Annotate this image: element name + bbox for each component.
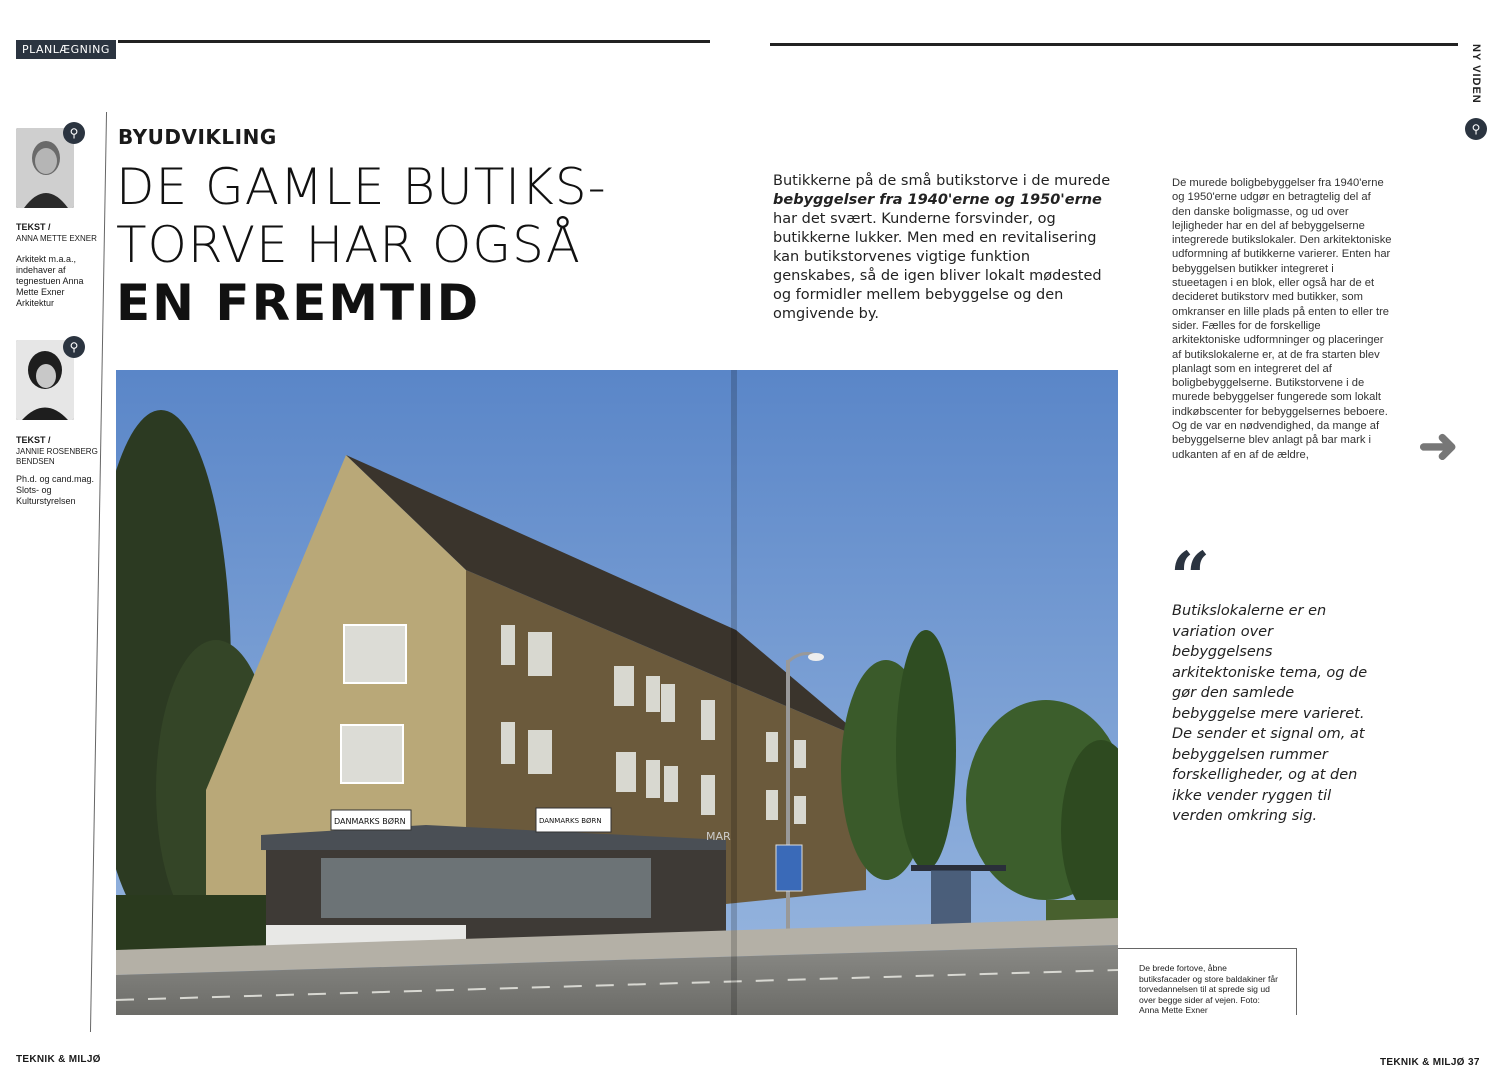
- quote-icon: “: [1170, 536, 1211, 619]
- arrow-right-icon: ➜: [1418, 420, 1459, 473]
- author-2-description: Ph.d. og cand.mag. Slots- og Kulturstyrelsen: [16, 474, 95, 506]
- lead-paragraph: [773, 172, 1113, 324]
- section-tag: PLANLÆGNING: [16, 40, 116, 59]
- page-number: 37: [1468, 1057, 1480, 1068]
- lead-pre: Butikkerne på de små butikstorve i de murede: [773, 173, 1111, 189]
- headline-line-2: TORVE HAR OGSÅ: [116, 216, 582, 274]
- lead-bold: bebyggelser fra 1940'erne og 1950'erne: [773, 192, 1102, 208]
- author-2-label: TEKST /: [16, 435, 51, 445]
- body-text: De murede boligbebyggelser fra 1940'erne og 1950'erne udgør en betragtelig del af den danske boligmasse, og ud over lejligheder har en del af bebyggelserne integrerede butikslokaler. Den arkitektoniske udformning af butikkerne varierer. Enten har bebyggelsen butikker integreret i stueetagen i en blok, eller også har de et decideret butikstorv med butikker, som omkranser en lille plads på enten to eller tre sider. Fælles for de forskellige arkitektoniske udformninger og placeringer af butikslokalerne er, at de fra starten blev planlagt som en integreret del af boligbebyggelserne. Butikstorvene i de murede bebyggelser fungerede som lokalt indkøbscenter for bebyggelsernes beboere. Og de var en nødvendighed, da mange af bebyggelserne blev anlagt på bar mark i udkanten af en af de ældre,: [1172, 177, 1392, 461]
- lead-post: har det svært. Kunderne forsvinder, og butikkerne lukker. Men med en revitalisering kan butikstorvenes vigtige funktion genskabes, så de igen bliver lokalt mødested og formidler mellem bebyggelse og den omgivende by.: [773, 211, 1102, 322]
- photo-caption: De brede fortove, åbne butiksfacader og store baldakiner får torvedannelsen til at sprede sig ud over begge sider af vejen. Foto: Anna Mette Exner: [1139, 963, 1279, 1015]
- author-1-description: Arkitekt m.a.a., indehaver af tegnestuen Anna Mette Exner Arkitektur: [16, 254, 84, 308]
- article-photo: [116, 370, 1118, 1015]
- footer-right: TEKNIK & MILJØ: [1380, 1057, 1465, 1068]
- top-rule-right: [770, 43, 1458, 46]
- author-1-name: ANNA METTE EXNER: [16, 234, 97, 243]
- magnifier-icon: ⚲: [63, 336, 85, 358]
- headline-line-1: DE GAMLE BUTIKS-: [116, 158, 607, 216]
- headline-bold: EN FREMTID: [116, 274, 481, 332]
- kicker: BYUDVIKLING: [118, 125, 277, 149]
- author-2-name: JANNIE ROSENBERG BENDSEN: [16, 447, 98, 466]
- magnifier-icon: ⚲: [63, 122, 85, 144]
- side-label: NY VIDEN: [1470, 44, 1482, 104]
- pull-quote: Butikslokalerne er en variation over bebyggelsens arkitektoniske tema, og de gør den samlede bebyggelse mere varieret. De sender et signal om, at bebyggelsen rummer forskelligheder, og at den ikke vender ryggen til verden omkring sig.: [1172, 603, 1368, 824]
- footer-left: TEKNIK & MILJØ: [16, 1054, 101, 1065]
- author-1-label: TEKST /: [16, 222, 51, 232]
- shop-sign-3: MAR: [706, 830, 731, 843]
- magnifier-icon: ⚲: [1465, 118, 1487, 140]
- headline: [116, 158, 636, 332]
- frame-line: [90, 112, 108, 1032]
- top-rule-left: [118, 40, 710, 43]
- shop-sign-2: DANMARKS BØRN: [539, 817, 602, 825]
- shop-sign-1: DANMARKS BØRN: [334, 817, 406, 826]
